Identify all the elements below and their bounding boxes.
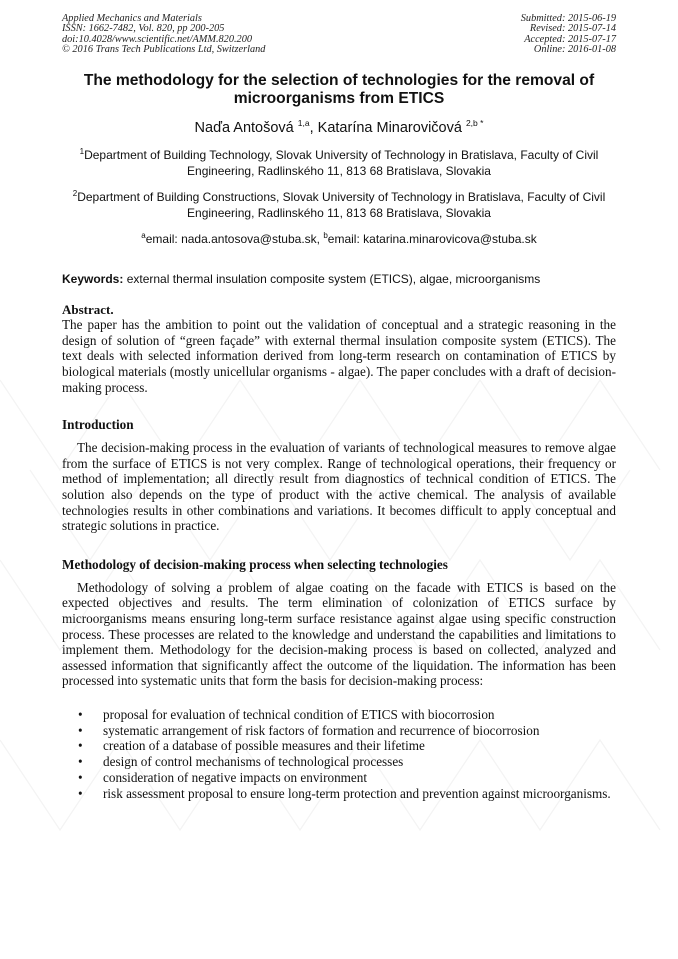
list-item: • proposal for evaluation of technical condition of ETICS with biocorrosion <box>78 706 495 722</box>
journal-header <box>62 14 616 55</box>
methodology-text: Methodology of solving a problem of algae coating on the facade with ETICS is based on the expected objectives and results. The term elimination of colonization of ETICS surface by microorganisms means ensuring long-term surface resistance against algae using specific construction process. These processes are related to the knowledge and understand the capabilities and limitations to implement them. Methodology for the decision-making process is based on collected, analyzed and assessed information that significantly affect the outcome of the liquidation. The information has been processed into systematic units that form the basis for decision-making process: <box>62 579 616 689</box>
email-mark: b <box>323 231 328 241</box>
issn-line: ISSN: 1662-7482, Vol. 820, pp 200-205 <box>62 23 225 35</box>
bullet: • <box>78 706 83 722</box>
keywords-text: external thermal insulation composite system (ETICS), algae, microorganisms <box>126 272 541 287</box>
affiliation-1 <box>62 144 616 179</box>
doi-line: doi:10.4028/www.scientific.net/AMM.820.200 <box>62 33 252 45</box>
author-affiliation-mark: 1,a <box>297 118 310 129</box>
bullet: • <box>78 770 83 786</box>
introduction-text: The decision-making process in the evaluation of variants of technological measures to remove algae from the surface of ETICS is not very complex. Range of technological operations, their frequency or method of implementation; all directly result from diagnostics of technical condition of ETICS. The solution also depends on the type of product with the active chemical. The analysis of available technologies results in other combinations and variations. It becomes difficult to apply conceptual and strategic solutions in practice. <box>62 440 616 534</box>
methodology-heading: Methodology of decision-making process when selecting technologies <box>62 556 448 572</box>
author-name: Katarína Minarovičová <box>317 120 462 137</box>
email-mark: a <box>141 231 146 241</box>
revised-date: Revised: 2015-07-14 <box>529 23 616 35</box>
abstract-heading: Abstract. <box>62 302 114 318</box>
copyright-line: © 2016 Trans Tech Publications Ltd, Switzerland <box>62 43 266 55</box>
methodology-list <box>62 707 616 802</box>
bullet: • <box>78 738 83 754</box>
list-item: • creation of a database of possible measures and their lifetime <box>78 738 425 754</box>
bullet: • <box>78 754 83 770</box>
email-b: email: katarina.minarovicova@stuba.sk <box>327 232 537 247</box>
keywords <box>62 272 616 287</box>
email-line <box>62 228 616 247</box>
keywords-label: Keywords: <box>62 272 124 287</box>
list-item: • consideration of negative impacts on environment <box>78 770 368 786</box>
bullet: • <box>78 722 83 738</box>
list-item: • risk assessment proposal to ensure long-term protection and prevention against microorganisms. <box>78 785 611 801</box>
affiliation-text: Department of Building Constructions, Slovak University of Technology in Bratislava, Faculty of Civil Engineering, Radlinského 11, 813 68 Bratislava, Slovakia <box>77 190 606 220</box>
email-a: email: nada.antosova@stuba.sk, <box>145 232 320 247</box>
affiliation-text: Department of Building Technology, Slovak University of Technology in Bratislava, Faculty of Civil Engineering, Radlinského 11, 813 68 Bratislava, Slovakia <box>84 148 599 178</box>
affiliation-mark: 1 <box>79 147 85 157</box>
paper-title: The methodology for the selection of technologies for the removal of microorganisms from ETICS <box>83 72 595 108</box>
list-item: • systematic arrangement of risk factors of formation and recurrence of biocorrosion <box>78 722 540 738</box>
author-name: Naďa Antošová <box>194 120 294 137</box>
bullet: • <box>78 785 83 801</box>
abstract-text: The paper has the ambition to point out the validation of conceptual and a strategic reasoning in the design of solution of “green façade” with external thermal insulation composite system (ETICS). The text deals with selected information derived from long-term research on contamination of ETICS by biological materials (mostly unicellular organisms - algae). The paper concludes with a draft of decision-making process. <box>62 317 616 395</box>
paper-page <box>62 14 616 802</box>
author-affiliation-mark: 2,b * <box>465 118 484 129</box>
journal-name: Applied Mechanics and Materials <box>62 13 202 24</box>
accepted-date: Accepted: 2015-07-17 <box>524 33 616 45</box>
list-item: • design of control mechanisms of technological processes <box>78 754 404 770</box>
affiliation-mark: 2 <box>72 189 78 199</box>
header-left <box>62 14 265 55</box>
header-right <box>521 14 616 55</box>
submitted-date: Submitted: 2015-06-19 <box>520 13 616 24</box>
author-list: Naďa Antošová $^{1,a}$, Katarína Minarovičová $^{2,b *}$ <box>194 118 484 137</box>
online-date: Online: 2016-01-08 <box>533 43 616 55</box>
affiliation-2 <box>62 186 616 221</box>
introduction-heading: Introduction <box>62 417 134 433</box>
